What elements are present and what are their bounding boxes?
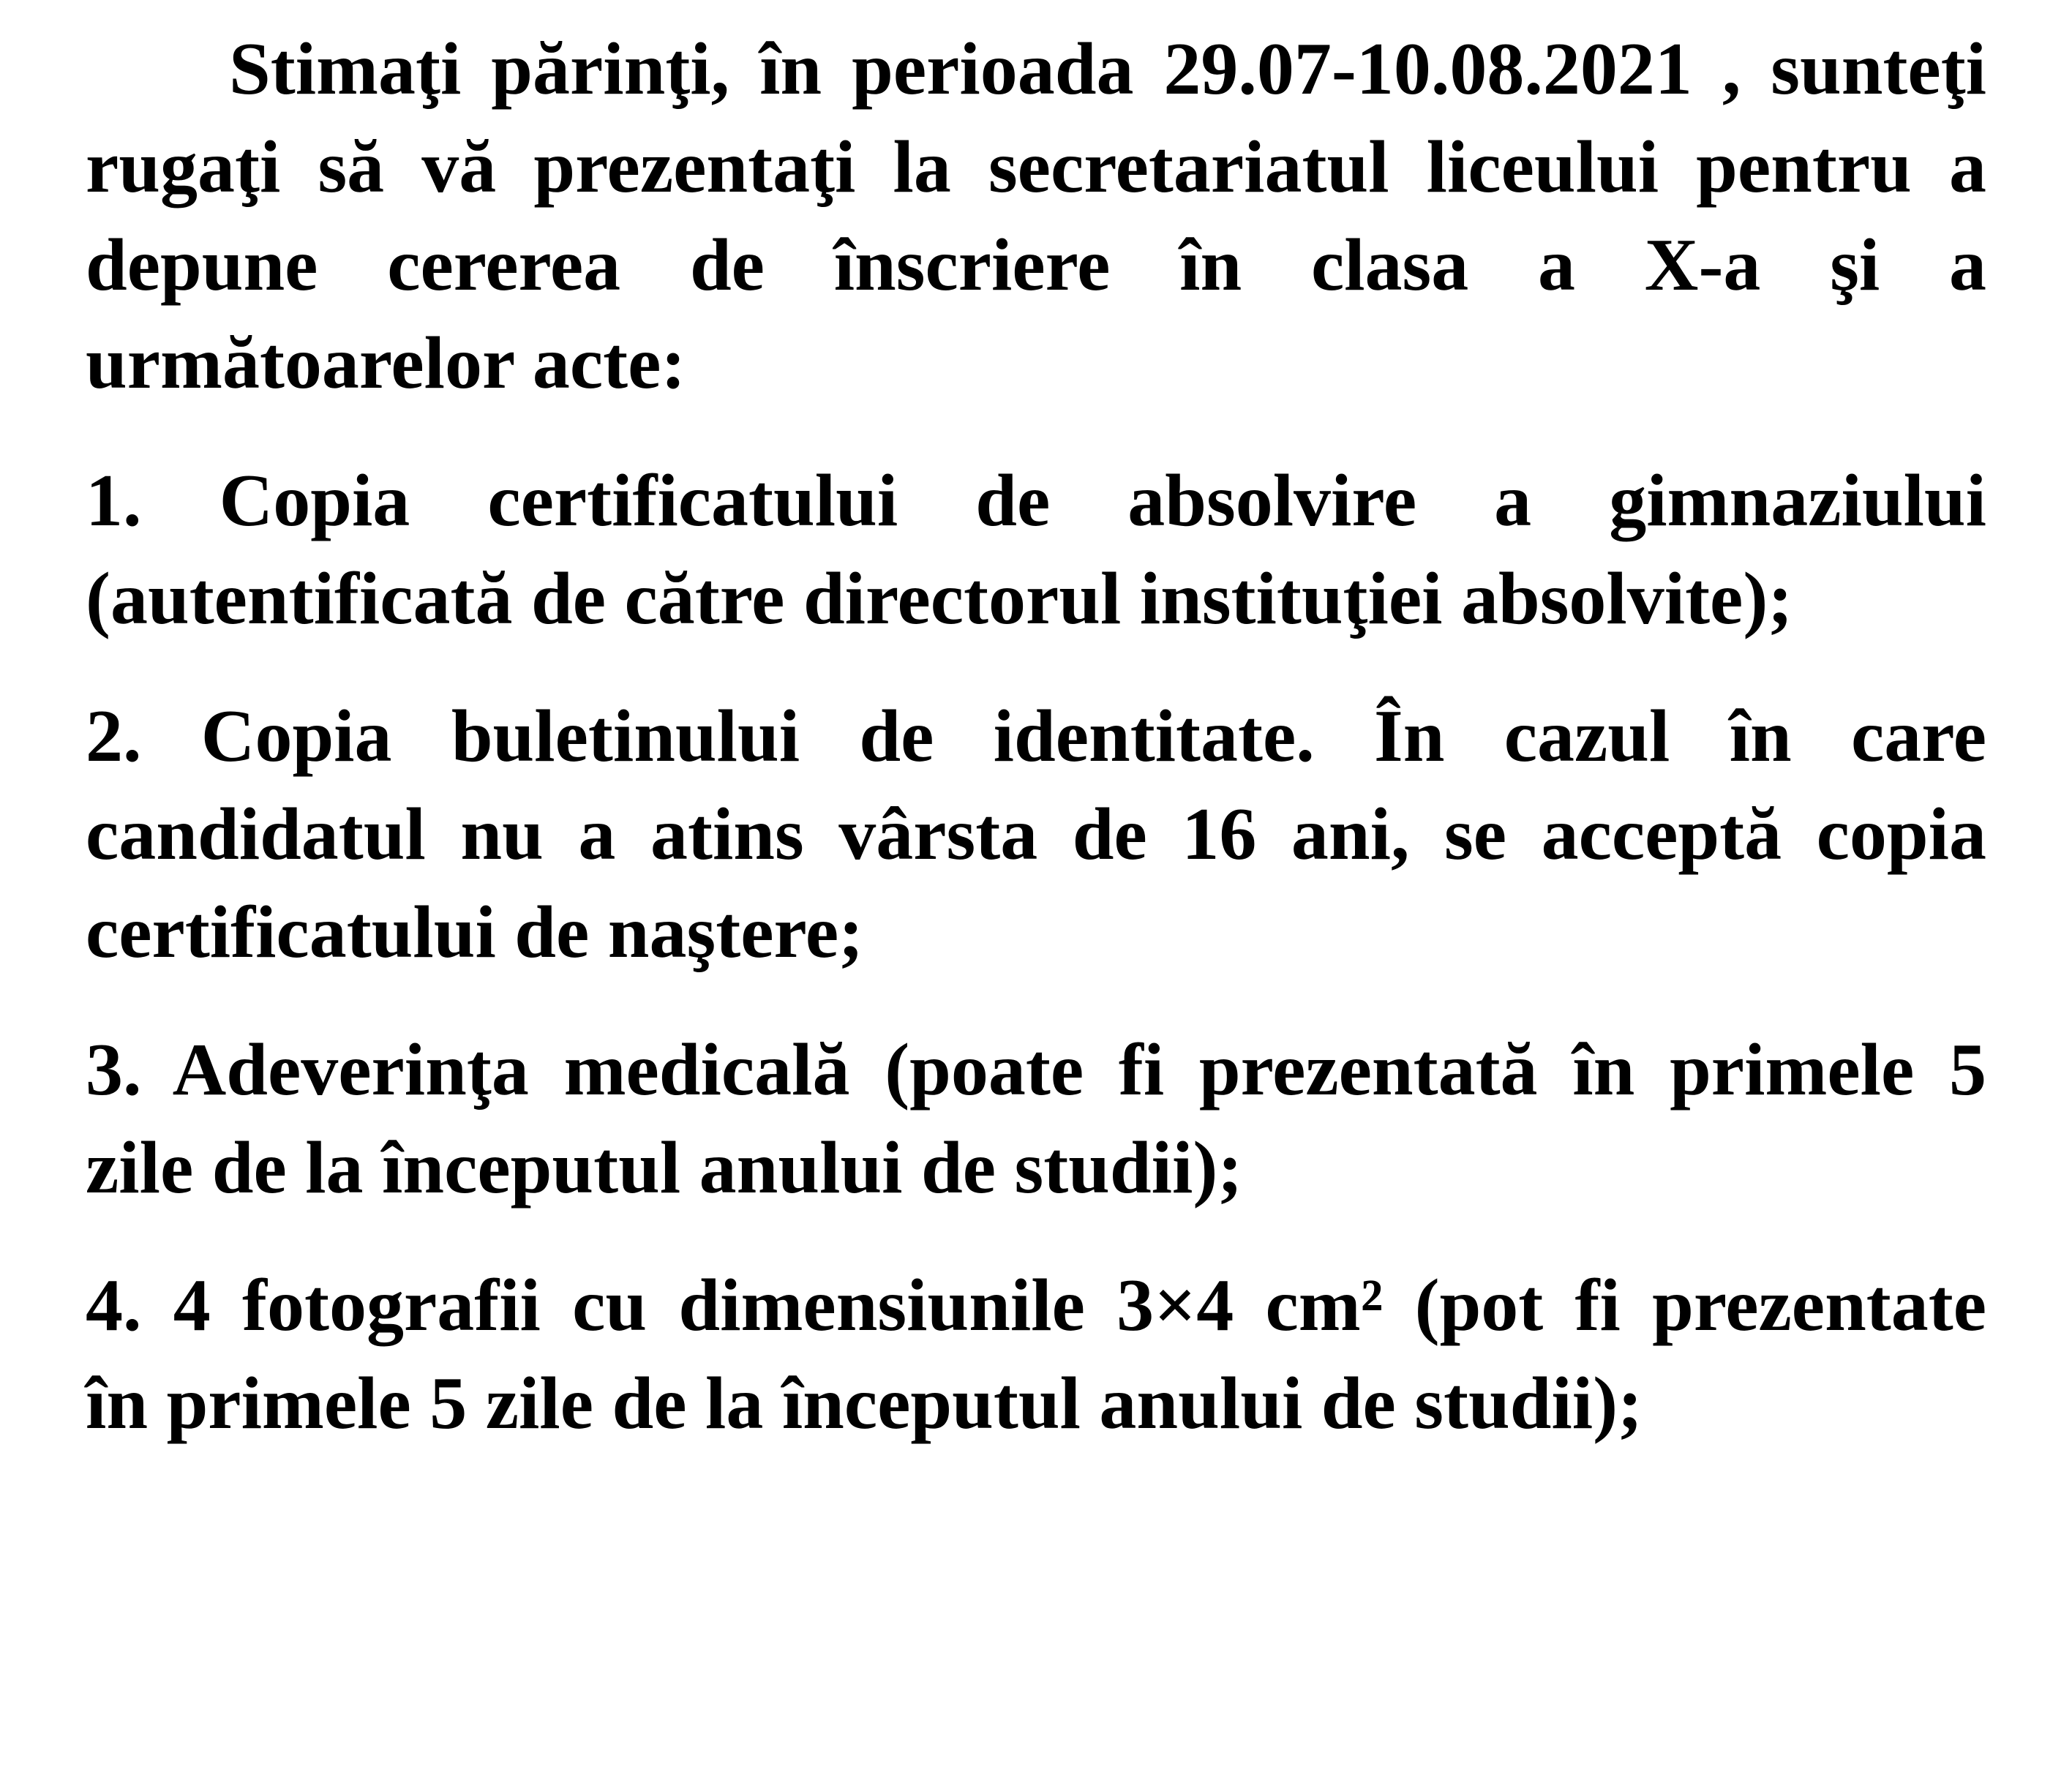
text-line: zile de la începutul anului de studii); [86,1127,1243,1209]
list-item-2 [86,688,1986,982]
list-item-4 [86,1257,1986,1453]
intro-paragraph [86,20,1986,413]
text-line: 3. Adeverinţa medicală (poate fi prezentată în primele 5 [86,1029,1986,1111]
text-line: 1. Copia certificatului de absolvire a gimnaziului [86,459,1986,542]
text-line: (autentificată de către directorul instituţiei absolvite); [86,557,1793,640]
text-line: Stimaţi părinţi, în perioada 29.07-10.08.2021 , sunteţi [229,28,1986,110]
text-line: 4. 4 fotografii cu dimensiunile 3×4 cm² (pot fi prezentate [86,1264,1986,1347]
text-line: 2. Copia buletinului de identitate. În cazul în care [86,695,1986,778]
text-line: următoarelor acte: [86,322,686,405]
text-line: rugaţi să vă prezentaţi la secretariatul liceului pentru a [86,126,1986,208]
list-item-3 [86,1021,1986,1217]
list-item-1 [86,452,1986,648]
text-line: în primele 5 zile de la începutul anului de studii); [86,1362,1643,1445]
text-line: depune cererea de înscriere în clasa a X-a şi a [86,224,1986,307]
text-line: certificatului de naştere; [86,891,864,974]
text-line: candidatul nu a atins vârsta de 16 ani, se acceptă copia [86,793,1986,876]
